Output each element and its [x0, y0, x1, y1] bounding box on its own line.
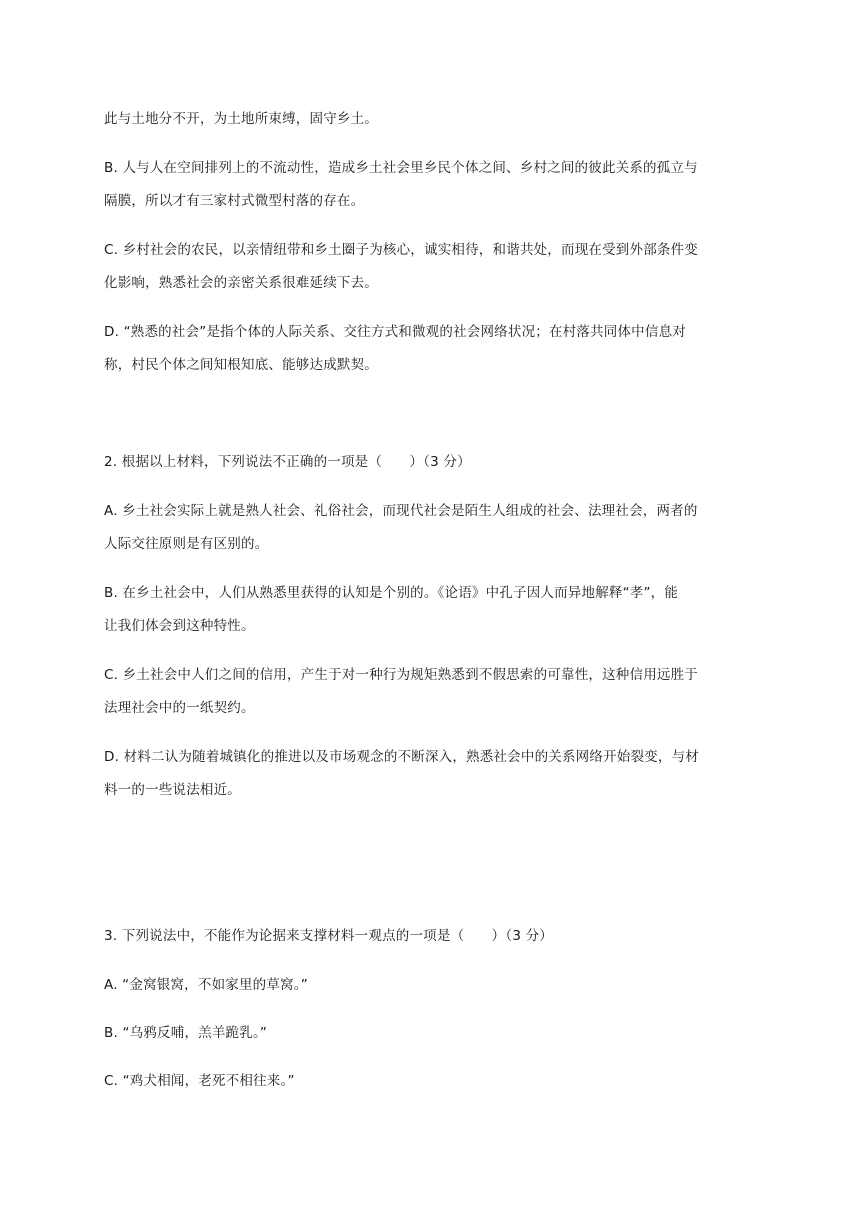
q1-option-b-line1: B. 人与人在空间排列上的不流动性，造成乡土社会里乡民个体之间、乡村之间的彼此关系的孤立与: [104, 160, 698, 176]
q2-option-c-line2: 法理社会中的一纸契约。: [104, 700, 255, 716]
q2-option-b-line2: 让我们体会到这种特性。: [104, 618, 255, 634]
q2-option-d-line1: D. 材料二认为随着城镇化的推进以及市场观念的不断深入，熟悉社会中的关系网络开始裂变，与材: [104, 749, 699, 765]
q1-option-d-line1: D. “熟悉的社会”是指个体的人际关系、交往方式和微观的社会网络状况；在村落共同体中信息对: [104, 324, 686, 340]
q2-option-a-line2: 人际交往原则是有区别的。: [104, 536, 269, 552]
q1-option-d-line2: 称，村民个体之间知根知底、能够达成默契。: [104, 357, 378, 373]
q2-option-c-line1: C. 乡土社会中人们之间的信用，产生于对一种行为规矩熟悉到不假思索的可靠性，这种信用远胜于: [104, 667, 699, 683]
q1-option-c-line1: C. 乡村社会的农民，以亲情纽带和乡土圈子为核心，诚实相待，和谐共处，而现在受到外部条件变: [104, 242, 699, 258]
q1-option-b-line2: 隔膜，所以才有三家村式微型村落的存在。: [104, 193, 365, 209]
q3-option-a: A. “金窝银窝，不如家里的草窝。”: [104, 977, 308, 993]
q2-option-a-line1: A. 乡土社会实际上就是熟人社会、礼俗社会，而现代社会是陌生人组成的社会、法理社会，两者的: [104, 503, 698, 519]
q2-stem: 2. 根据以上材料，下列说法不正确的一项是（ ）（3 分）: [104, 454, 471, 470]
q3-stem: 3. 下列说法中，不能作为论据来支撑材料一观点的一项是（ ）（3 分）: [104, 928, 554, 944]
q2-option-d-line2: 料一的一些说法相近。: [104, 782, 241, 798]
q1-option-a-tail: 此与土地分不开，为土地所束缚，固守乡土。: [104, 111, 378, 127]
q3-option-b: B. “乌鸦反哺，羔羊跪乳。”: [104, 1025, 268, 1041]
q1-option-c-line2: 化影响，熟悉社会的亲密关系很难延续下去。: [104, 275, 378, 291]
q3-option-c: C. “鸡犬相闻，老死不相往来。”: [104, 1073, 295, 1089]
q2-option-b-line1: B. 在乡土社会中，人们从熟悉里获得的认知是个别的。《论语》中孔子因人而异地解释“孝”，能: [104, 585, 679, 601]
